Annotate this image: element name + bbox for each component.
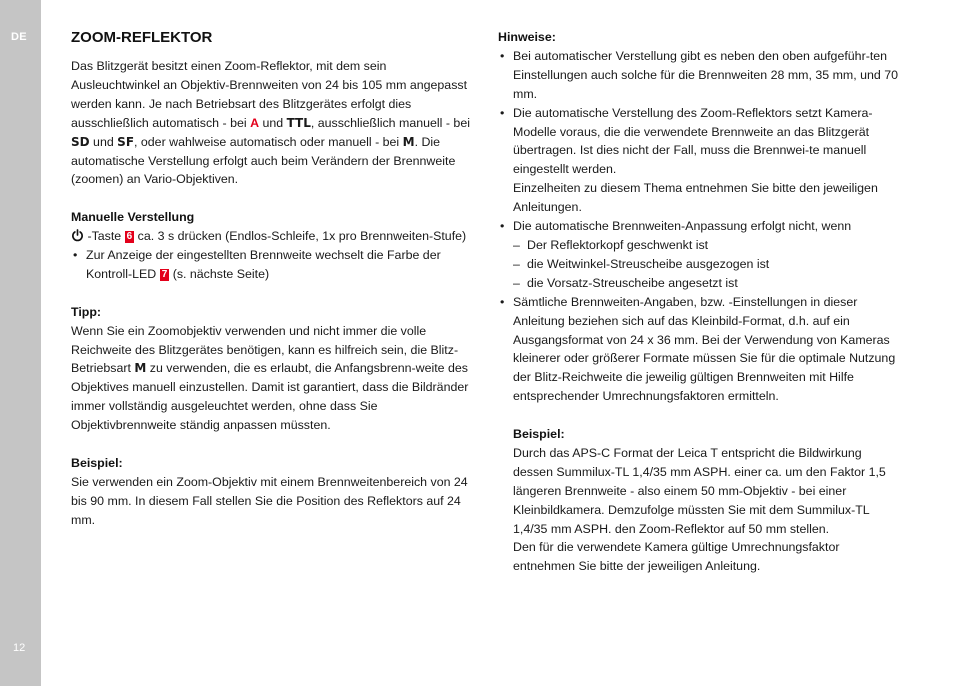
manual-bullet — [71, 246, 476, 284]
note-bullet-2-extra: Einzelheiten zu diesem Thema entnehmen Sie bitte den jeweiligen Anleitungen. — [513, 181, 878, 215]
mode-m-label: M — [134, 361, 147, 376]
tip-text: Wenn Sie ein Zoomobjektiv verwenden und nicht immer die volle Reichweite des Blitzgerätes benötigen, kann es hilfreich sein, die Blitz-Betriebsart — [71, 323, 459, 376]
manual-instruction — [71, 227, 476, 246]
note-bullet-2: • Die automatische Verstellung des Zoom-Reflektors setzt Kamera-Modelle voraus, die die verwendete Brennweite an das Blitzgerät übertragen. Ist dies nicht der Fall, muss die Brennwei-te manuell eingestellt werden. — [498, 104, 903, 180]
mode-sd-label: SD — [71, 134, 90, 149]
language-tab: DE — [11, 31, 27, 43]
left-column — [71, 28, 476, 530]
note-dash-3: – die Vorsatz-Streuscheibe angesetzt ist — [498, 274, 903, 293]
intro-paragraph — [71, 57, 476, 189]
note-bullet-3: • Die automatische Brennweiten-Anpassung erfolgt nicht, wenn — [498, 217, 903, 236]
mode-a-label: A — [250, 115, 260, 130]
intro-text: und — [89, 134, 118, 149]
intro-text: Das Blitzgerät besitzt einen Zoom-Reflektor, mit dem sein Ausleuchtwinkel an Objektiv-Brennweiten von 24 bis 105 mm angepasst werden kann. Je nach Betriebsart des Blitzgerätes erfolgt dies ausschließlich automatisch - bei — [71, 59, 468, 130]
tip-heading: Tipp: — [71, 304, 102, 319]
manual-text: -Taste — [84, 229, 125, 244]
intro-text: und — [259, 115, 287, 130]
tip-text: zu verwenden, die es erlaubt, die Anfangsbrenn-weite des Objektives manuell einzustellen. Damit ist garantiert, dass die Bildränder immer vollständig ausgeleuchtet werden, ohne dass Sie Objektivbrennweite ständig anpassen müssten. — [71, 361, 469, 433]
page-sidebar — [0, 0, 41, 686]
manual-heading: Manuelle Verstellung — [71, 210, 195, 225]
bullet-text: (s. nächste Seite) — [169, 266, 270, 281]
notes-heading: Hinweise: — [498, 30, 556, 44]
mode-ttl-label: TTL — [286, 115, 311, 130]
callout-number-7: 7 — [161, 268, 168, 280]
power-icon — [71, 229, 84, 242]
intro-text: . Die automatische Verstellung erfolgt auch beim Verändern der Brennweite (zoomen) an Vario-Objektiven. — [71, 134, 456, 187]
intro-text: , ausschließlich manuell - bei — [310, 115, 470, 130]
example-paragraph-right: Durch das APS-C Format der Leica T entspricht die Bildwirkung dessen Summilux-TL 1,4/35 mm ASPH. einer ca. um den Faktor 1,5 längeren Brennweite - also einem 50 mm-Objektiv - bei einer Kleinbildkamera. Demzufolge müssten Sie mit dem Summilux-TL 1,4/35 mm ASPH. den Zoom-Reflektor auf 50 mm stellen. — [513, 445, 886, 536]
note-bullet-1: • Bei automatischer Verstellung gibt es neben den oben aufgeführ-ten Einstellungen auch solche für die Brennweiten 28 mm, 35 mm, und 70 mm. — [498, 47, 903, 104]
callout-number-6: 6 — [126, 231, 133, 243]
example-heading: Beispiel: — [71, 455, 123, 470]
note-dash-1: – Der Reflektorkopf geschwenkt ist — [498, 236, 903, 255]
example-heading-right: Beispiel: — [513, 427, 565, 442]
page-number: 12 — [13, 642, 26, 654]
example-paragraph: Sie verwenden ein Zoom-Objektiv mit einem Brennweitenbereich von 24 bis 90 mm. In diesem Fall stellen Sie die Position des Reflektors auf 24 mm. — [71, 474, 468, 527]
example-paragraph-right-2: Den für die verwendete Kamera gültige Umrechnungsfaktor entnehmen Sie bitte der jeweiligen Anleitung. — [513, 540, 840, 574]
note-bullet-4: • Sämtliche Brennweiten-Angaben, bzw. -Einstellungen in dieser Anleitung beziehen sich auf das Kleinbild-Format, d.h. auf ein Ausgangsformat von 24 x 36 mm. Bei der Verwendung von Kameras kleinerer oder größerer Formate müssen Sie für die optimale Nutzung der Blitz-Reichweite die jeweilig gültigen Brennweiten mit Hilfe entsprechender Umrechnungsfaktoren ermitteln. — [498, 293, 903, 406]
manual-text: ca. 3 s drücken (Endlos-Schleife, 1x pro Brennweiten-Stufe) — [134, 229, 467, 244]
note-dash-2: – die Weitwinkel-Streuscheibe ausgezogen ist — [498, 255, 903, 274]
mode-m-label: M — [402, 134, 415, 149]
tip-paragraph — [71, 322, 476, 435]
mode-sf-label: SF — [117, 134, 135, 149]
section-title: ZOOM-REFLEKTOR — [71, 29, 213, 46]
right-column — [498, 28, 903, 576]
bullet-text: Zur Anzeige der eingestellten Brennweite wechselt die Farbe der Kontroll-LED — [86, 248, 441, 281]
intro-text: , oder wahlweise automatisch oder manuell - bei — [134, 134, 403, 149]
